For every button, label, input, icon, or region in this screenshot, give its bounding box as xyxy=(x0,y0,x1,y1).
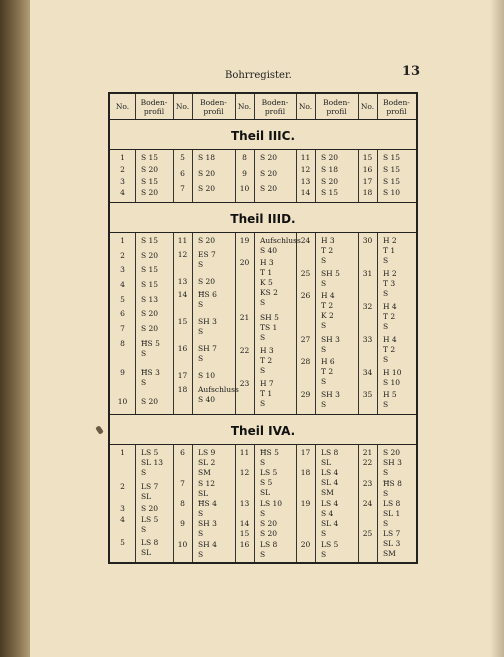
header-profile-1: Boden- profil xyxy=(140,97,168,116)
bore-number: 3 xyxy=(120,176,125,186)
bore-number: 28 xyxy=(300,357,311,366)
soil-profile: LS 7 SL 3 SM xyxy=(383,529,401,559)
soil-profile: S 20 xyxy=(141,188,159,198)
soil-profile: S 20 xyxy=(260,184,278,194)
soil-profile: S 20 xyxy=(141,250,159,260)
bore-number: 15 xyxy=(239,529,250,539)
column-rule xyxy=(192,149,193,202)
column-rule xyxy=(315,94,316,119)
soil-profile: H 5 S xyxy=(383,390,397,409)
bore-number: 10 xyxy=(177,539,188,549)
bore-number: 5 xyxy=(120,294,125,304)
bore-number: 17 xyxy=(362,176,373,186)
soil-profile: SH 4 S xyxy=(198,539,217,559)
soil-profile: S 20 xyxy=(198,168,216,178)
bore-number: 14 xyxy=(300,188,311,198)
soil-profile: LS 5 S xyxy=(321,539,339,559)
bore-number: 6 xyxy=(180,448,185,457)
bore-number: 7 xyxy=(120,324,125,333)
bore-number: 32 xyxy=(362,302,373,311)
soil-profile: S 15 xyxy=(141,280,159,289)
column-rule xyxy=(135,94,136,119)
soil-profile: S 20 xyxy=(141,309,159,319)
soil-profile: H 3 T 2 S xyxy=(321,236,335,265)
bore-number: 10 xyxy=(117,397,128,407)
soil-profile: H 4 T 2 S xyxy=(383,302,397,331)
bore-number: 9 xyxy=(180,519,185,529)
soil-profile: ĦS 3 S xyxy=(141,368,160,387)
bore-number: 13 xyxy=(177,276,188,286)
table-header xyxy=(110,94,416,120)
soil-profile: S 20 xyxy=(141,504,159,513)
soil-profile: LS 5 S 5 SL xyxy=(260,468,278,498)
soil-profile: H 10 S 10 xyxy=(383,368,402,387)
soil-profile: SH 5 S xyxy=(321,269,340,288)
column-rule xyxy=(135,149,136,202)
header-no-3: No. xyxy=(237,102,252,111)
column-rule xyxy=(315,232,316,414)
header-no-4: No. xyxy=(298,102,313,111)
bore-number: 17 xyxy=(177,371,188,381)
bore-number: 1 xyxy=(120,153,125,162)
bore-number: 6 xyxy=(180,168,185,178)
bore-number: 16 xyxy=(239,539,250,549)
soil-profile: ES 7 S xyxy=(198,249,216,269)
bore-number: 5 xyxy=(120,537,125,547)
soil-profile: S 20 xyxy=(383,448,401,457)
page-number: 13 xyxy=(402,64,421,79)
soil-profile: LS 8 SL 1 S xyxy=(383,498,401,528)
section-title-iva: Theil IVA. xyxy=(230,424,296,438)
bore-number: 21 xyxy=(239,313,250,322)
soil-profile: LS 4 S 4 SL 4 S xyxy=(321,498,339,538)
header-no-5: No. xyxy=(360,102,375,111)
soil-profile: H 3 T 2 S xyxy=(260,346,274,375)
header-profile-3: Boden- profil xyxy=(261,97,289,116)
bore-number: 5 xyxy=(180,153,185,162)
column-rule xyxy=(358,232,359,414)
column-rule xyxy=(296,94,297,119)
bore-number: 24 xyxy=(300,236,311,245)
pencil-mark xyxy=(95,425,104,434)
column-rule xyxy=(254,444,255,562)
bore-number: 13 xyxy=(300,176,311,186)
bore-number: 25 xyxy=(362,529,373,539)
soil-profile: SH 3 S xyxy=(383,458,402,478)
section-rule xyxy=(110,232,416,233)
column-rule xyxy=(296,232,297,414)
bore-number: 16 xyxy=(177,344,188,354)
bore-number: 18 xyxy=(177,384,188,394)
bore-number: 11 xyxy=(177,236,188,245)
header-no-1: No. xyxy=(115,102,130,111)
header-profile-4: Boden- profil xyxy=(323,97,350,116)
bore-number: 35 xyxy=(362,390,373,399)
bore-number: 4 xyxy=(120,188,125,198)
column-rule xyxy=(235,94,236,119)
soil-profile: S 13 xyxy=(141,294,159,304)
bore-number: 18 xyxy=(300,468,311,478)
soil-profile: LS 5 S xyxy=(141,515,159,535)
soil-profile: S 20 xyxy=(198,184,216,194)
bore-number: 1 xyxy=(120,236,125,245)
column-rule xyxy=(377,232,378,414)
bore-number: 2 xyxy=(120,250,125,260)
column-rule xyxy=(173,94,174,119)
section-rule xyxy=(110,149,416,150)
soil-profile: S 18 xyxy=(321,164,339,174)
section-rule xyxy=(110,202,416,203)
book-page xyxy=(30,0,504,657)
soil-profile: LS 8 SL xyxy=(321,448,339,467)
section-rule xyxy=(110,414,416,415)
soil-profile: ĦS 5 S xyxy=(260,448,279,467)
bore-number: 11 xyxy=(239,448,250,457)
soil-profile: Aufschluss S 40 xyxy=(198,384,239,404)
soil-profile: S 20 xyxy=(141,324,159,333)
bore-number: 30 xyxy=(362,236,373,245)
bore-number: 2 xyxy=(120,481,125,491)
header-no-2: No. xyxy=(175,102,190,111)
soil-profile: LS 8 S xyxy=(260,539,278,559)
column-rule xyxy=(254,149,255,202)
bore-number: 17 xyxy=(300,448,311,457)
register-table xyxy=(108,92,418,564)
bore-number: 2 xyxy=(120,164,125,174)
soil-profile: ĦS 8 S xyxy=(383,478,402,498)
column-rule xyxy=(377,444,378,562)
soil-profile: H 6 T 2 S xyxy=(321,357,335,386)
column-rule xyxy=(254,94,255,119)
running-head: Bohrregister. xyxy=(225,70,292,81)
bore-number: 23 xyxy=(239,379,250,388)
bore-number: 15 xyxy=(362,153,373,162)
column-rule xyxy=(192,444,193,562)
soil-profile: H 3 T 1 K 5 KS 2 S xyxy=(260,258,278,307)
bore-number: 16 xyxy=(362,164,373,174)
column-rule xyxy=(377,149,378,202)
column-rule xyxy=(315,444,316,562)
soil-profile: S 20 xyxy=(260,168,278,178)
bore-number: 4 xyxy=(120,280,125,289)
soil-profile: S 15 xyxy=(383,164,401,174)
column-rule xyxy=(192,94,193,119)
soil-profile: LS 10 S xyxy=(260,498,283,518)
soil-profile: LS 5 SL 13 S xyxy=(141,448,164,477)
column-rule xyxy=(192,232,193,414)
bore-number: 13 xyxy=(239,498,250,508)
bore-number: 27 xyxy=(300,335,311,344)
soil-profile: S 20 xyxy=(321,176,339,186)
bore-number: 31 xyxy=(362,269,373,278)
soil-profile: H 7 T 1 S xyxy=(260,379,274,408)
bore-number: 8 xyxy=(120,338,125,348)
bore-number: 26 xyxy=(300,291,311,300)
soil-profile: S 20 xyxy=(260,153,278,162)
soil-profile: S 15 xyxy=(321,188,339,198)
bore-number: 23 xyxy=(362,478,373,488)
bore-number: 7 xyxy=(180,184,185,194)
soil-profile: S 20 xyxy=(198,236,216,245)
header-profile-5: Boden- profil xyxy=(383,97,410,116)
soil-profile: S 20 xyxy=(260,519,278,529)
bore-number: 12 xyxy=(177,249,188,259)
soil-profile: H 4 T 2 K 2 S xyxy=(321,291,335,330)
soil-profile: LS 4 SL 4 SM xyxy=(321,468,339,498)
soil-profile: S 20 xyxy=(141,397,159,407)
bore-number: 33 xyxy=(362,335,373,344)
bore-number: 7 xyxy=(180,478,185,488)
soil-profile: ĦS 5 S xyxy=(141,338,160,358)
bore-number: 18 xyxy=(362,188,373,198)
soil-profile: S 15 xyxy=(383,176,401,186)
bore-number: 3 xyxy=(120,504,125,513)
soil-profile: SH 3 S xyxy=(321,390,340,409)
bore-number: 20 xyxy=(239,258,250,267)
soil-profile: LS 9 SL 2 SM xyxy=(198,448,216,477)
bore-number: 12 xyxy=(239,468,250,478)
bore-number: 8 xyxy=(242,153,247,162)
bore-number: 10 xyxy=(239,184,250,194)
soil-profile: H 4 T 2 S xyxy=(383,335,397,364)
bore-number: 12 xyxy=(300,164,311,174)
section-title-iiic: Theil IIIC. xyxy=(230,129,296,143)
soil-profile: S 18 xyxy=(198,153,216,162)
bore-number: 15 xyxy=(177,317,188,327)
soil-profile: SH 3 S xyxy=(198,317,217,337)
bore-number: 24 xyxy=(362,498,373,508)
column-rule xyxy=(254,232,255,414)
soil-profile: S 10 xyxy=(198,371,216,381)
soil-profile: S 12 SL xyxy=(198,478,216,498)
soil-profile: SH 5 TS 1 S xyxy=(260,313,279,342)
bore-number: 1 xyxy=(120,448,125,457)
soil-profile: S 20 xyxy=(141,164,159,174)
bore-number: 19 xyxy=(239,236,250,245)
soil-profile: H 2 T 1 S xyxy=(383,236,397,265)
bore-number: 21 xyxy=(362,448,373,457)
column-rule xyxy=(377,94,378,119)
column-rule xyxy=(135,232,136,414)
bore-number: 6 xyxy=(120,309,125,319)
soil-profile: S 15 xyxy=(141,265,159,275)
soil-profile: S 10 xyxy=(383,188,401,198)
bore-number: 19 xyxy=(300,498,311,508)
column-rule xyxy=(358,94,359,119)
soil-profile: S 15 xyxy=(141,236,159,245)
section-title-iiid: Theil IIID. xyxy=(230,212,296,226)
soil-profile: Aufschluss S 40 xyxy=(260,236,301,255)
bore-number: 8 xyxy=(180,498,185,508)
bore-number: 9 xyxy=(120,368,125,377)
soil-profile: S 15 xyxy=(141,176,159,186)
soil-profile: SH 3 S xyxy=(321,335,340,354)
bore-number: 4 xyxy=(120,515,125,525)
bore-number: 9 xyxy=(242,168,247,178)
header-profile-2: Boden- profil xyxy=(200,97,227,116)
soil-profile: LS 7 SL xyxy=(141,481,159,501)
soil-profile: S 15 xyxy=(383,153,401,162)
bore-number: 25 xyxy=(300,269,311,278)
bore-number: 14 xyxy=(177,290,188,300)
soil-profile: S 20 xyxy=(260,529,278,539)
bore-number: 22 xyxy=(239,346,250,355)
soil-profile: S 20 xyxy=(198,276,216,286)
soil-profile: SH 7 S xyxy=(198,344,217,364)
soil-profile: ĦS 4 S xyxy=(198,498,217,518)
bore-number: 3 xyxy=(120,265,125,275)
soil-profile: ĦS 6 S xyxy=(198,290,217,310)
soil-profile: S 15 xyxy=(141,153,159,162)
bore-number: 14 xyxy=(239,519,250,529)
book-spine-shadow xyxy=(0,0,32,657)
soil-profile: LS 8 SL xyxy=(141,537,159,557)
bore-number: 29 xyxy=(300,390,311,399)
column-rule xyxy=(135,444,136,562)
bore-number: 34 xyxy=(362,368,373,377)
bore-number: 20 xyxy=(300,539,311,549)
bore-number: 11 xyxy=(300,153,311,162)
soil-profile: H 2 T 3 S xyxy=(383,269,397,298)
column-rule xyxy=(315,149,316,202)
section-rule xyxy=(110,444,416,445)
soil-profile: SH 3 S xyxy=(198,519,217,539)
soil-profile: S 20 xyxy=(321,153,339,162)
bore-number: 22 xyxy=(362,458,373,468)
